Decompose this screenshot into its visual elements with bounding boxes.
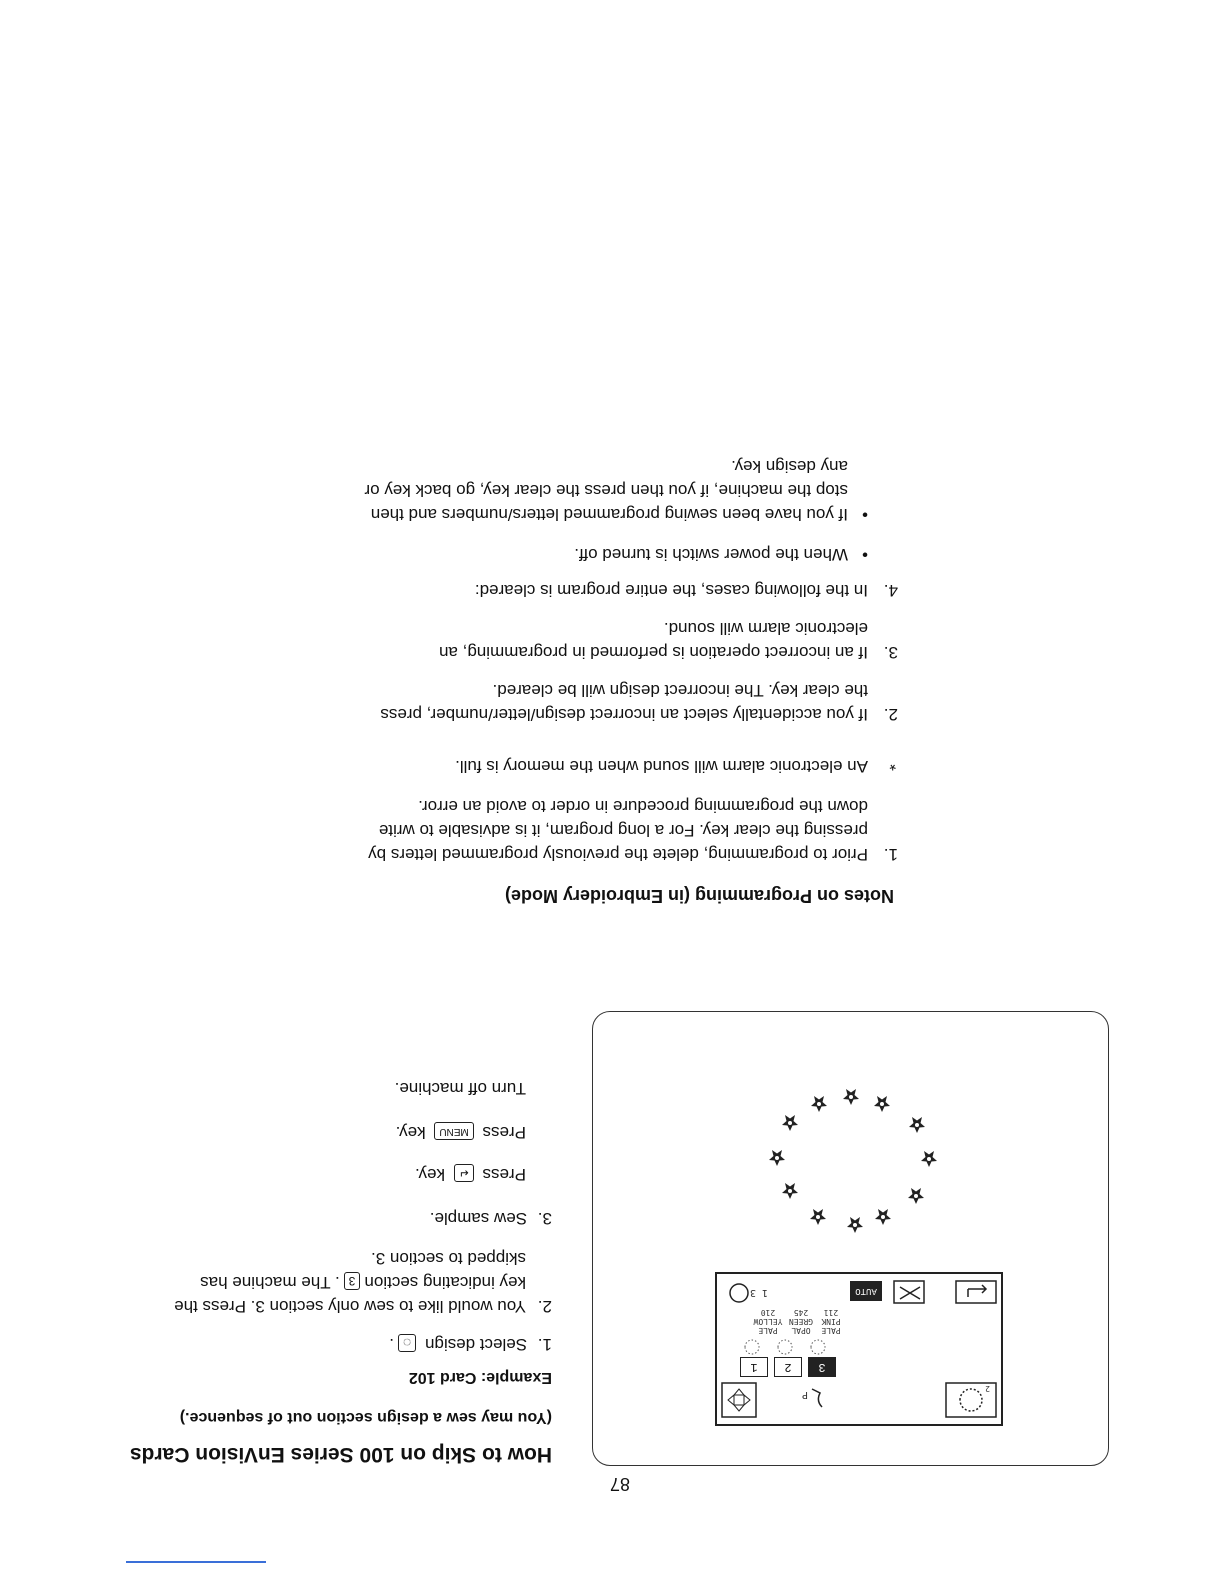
flower-icon (875, 1209, 891, 1225)
return-key-icon: ↵ (454, 1164, 474, 1182)
note-3-number: 3. (883, 643, 898, 662)
step-3 (430, 1206, 552, 1230)
design-key-icon: ◌ (398, 1334, 416, 1352)
press-return-b: key. (415, 1165, 445, 1184)
note-star-marker: * (889, 755, 896, 774)
section-3-key: 3 (344, 1272, 361, 1290)
flower-icon (782, 1183, 798, 1199)
flower-icon (874, 1096, 890, 1112)
note-1-line-3: down the programming procedure in order to avoid an error. (418, 797, 868, 816)
step-3-text: Sew sample. (429, 1209, 528, 1228)
step-2-line-1: You would like to sew only section 3. Press the (174, 1297, 526, 1316)
flower-icon (843, 1089, 859, 1105)
step-2-line-2a: key indicating section (364, 1273, 526, 1292)
note-3-line-1: If an incorrect operation is performed in programming, an (439, 643, 868, 662)
bullet-icon: • (862, 545, 868, 564)
note-1-number: 1. (883, 845, 898, 864)
note-2-line-1: If you accidentally select an incorrect design/letter/number, press (380, 705, 868, 724)
skip-subtitle: (You may sew a design section out of sequence.) (179, 1409, 552, 1426)
section-key-2[interactable]: 2 (774, 1357, 802, 1377)
note-bullet-1-text: When the power switch is turned off. (574, 545, 848, 564)
note-bullet-2-line-1: If you have been sewing programmed letters/numbers and then (370, 505, 848, 524)
note-1-line-2: pressing the clear key. For a long program, it is advisable to write (378, 821, 868, 840)
flower-icon (908, 1188, 924, 1204)
note-2-line-2: the clear key. The incorrect design will be cleared. (492, 681, 868, 700)
design-code: 2 (985, 1384, 990, 1393)
note-4-number: 4. (883, 581, 898, 600)
note-bullet-2-line-2: stop the machine, if you then press the clear key, go back key or (364, 481, 848, 500)
auto-key[interactable]: AUTO (850, 1281, 882, 1301)
skip-title: How to Skip on 100 Series EnVision Cards (129, 1443, 552, 1466)
step-2-line-2b: . The machine has (200, 1273, 340, 1292)
flower-ring-design (593, 1012, 1108, 1465)
page-number: 87 (609, 1474, 630, 1494)
machine-diagram (592, 1011, 1109, 1466)
press-return-a: Press (482, 1165, 526, 1184)
bullet-icon: • (862, 505, 868, 524)
step-2-number: 2. (537, 1297, 552, 1316)
color-label-1: PALE YELLOW 210 (753, 1308, 783, 1335)
flower-icon (769, 1150, 785, 1166)
press-menu (396, 1120, 526, 1144)
notes-title: Notes on Programming (in Embroidery Mode) (504, 886, 894, 906)
turn-off-text: Turn off machine. (394, 1079, 526, 1098)
step-1-number: 1. (537, 1335, 552, 1354)
step-3-number: 3. (537, 1209, 552, 1228)
note-2-number: 2. (883, 705, 898, 724)
step-1-text: Select design (425, 1335, 528, 1354)
flower-icon (782, 1115, 798, 1131)
flower-icon (847, 1217, 863, 1233)
section-key-1[interactable]: 1 (740, 1357, 768, 1377)
presser-label: P (801, 1389, 808, 1400)
example-heading: Example: Card 102 (408, 1369, 552, 1386)
press-return (415, 1162, 526, 1186)
menu-key: MENU (434, 1122, 473, 1140)
color-label-2: OPAL GREEN 245 (788, 1308, 814, 1335)
step-2-line-3: skipped to section 3. (371, 1249, 526, 1268)
step-1 (389, 1332, 552, 1356)
flower-icon (921, 1151, 937, 1167)
step-1-end: . (389, 1335, 394, 1354)
flower-icon (810, 1209, 826, 1225)
note-star-text: An electronic alarm will sound when the memory is full. (455, 757, 868, 776)
flower-icon (811, 1096, 827, 1112)
note-4-line-1: In the following cases, the entire program is cleared: (474, 581, 868, 600)
section-key-3[interactable]: 3 (808, 1357, 836, 1377)
color-label-3: PALE PINK 211 (821, 1308, 841, 1335)
note-3-line-2: electronic alarm will sound. (663, 619, 868, 638)
flower-icon (909, 1117, 925, 1133)
note-bullet-2-line-3: any design key. (731, 457, 848, 476)
stitch-counter: 1 3 (749, 1287, 768, 1298)
accent-rule (126, 1561, 266, 1563)
note-1-line-1: Prior to programming, delete the previously programmed letters by (368, 845, 868, 864)
press-menu-a: Press (482, 1123, 526, 1142)
step-2-line-2 (200, 1270, 526, 1294)
press-menu-b: key. (395, 1123, 426, 1142)
